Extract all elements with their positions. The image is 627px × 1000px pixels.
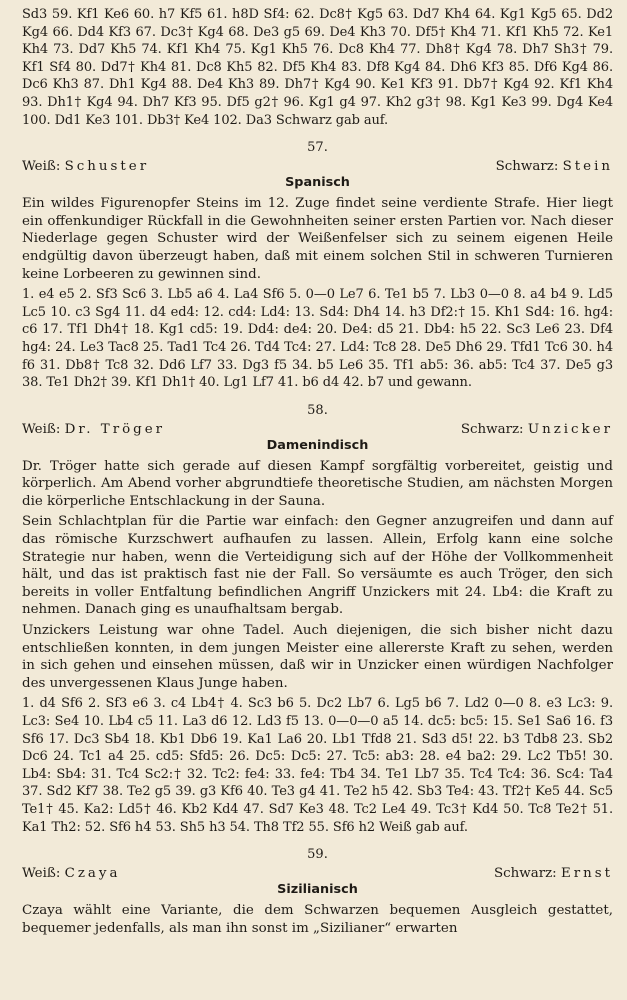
opening-title: Spanisch <box>285 175 350 191</box>
game-number: 57. <box>307 140 328 156</box>
game-comment: Ein wildes Figurenopfer Steins im 12. Zuge findet seine verdiente Strafe. Hier liegt ein offenkundiger Rückfall in die Gewohnheiten seiner ersten Partien vor. Nach dieser Niederlage gegen Schuster wird der Weißenfelser sich zu seinem eigenen Heile endgültig davon überzeugt haben, daß mit einem solchen Stil in schweren Turnieren keine Lorbeeren zu gewinnen sind. <box>22 196 613 282</box>
game-58 <box>22 402 613 836</box>
game-comment: Czaya wählt eine Variante, die dem Schwarzen bequemen Ausgleich gestattet, bequemer jedenfalls, als man ihn sonst im „Sizilianer“ erwarten <box>22 903 613 936</box>
black-prefix: Schwarz: <box>493 866 557 882</box>
white-name: Czaya <box>64 866 121 882</box>
game-57 <box>22 139 613 392</box>
black-prefix: Schwarz: <box>495 159 559 175</box>
players-line <box>22 158 613 175</box>
black-player <box>496 158 613 175</box>
white-player <box>22 158 149 175</box>
black-player <box>494 865 613 882</box>
white-prefix: Weiß: <box>22 159 61 175</box>
opening-title: Sizilianisch <box>277 882 358 898</box>
game-comment: Dr. Tröger hatte sich gerade auf diesen Kampf sorgfältig vorbereitet, geistig und körperlich. Am Abend vorher abgrundtiefe theoretische Studien, am nächsten Morgen die körperliche Entschlackung in der Sauna. <box>22 458 613 509</box>
game-56-moves-continuation: Sd3 59. Kf1 Ke6 60. h7 Kf5 61. h8D Sf4: 62. Dc8† Kg5 63. Dd7 Kh4 64. Kg1 Kg5 65. Dd2 Kg4 66. Dd4 Kf3 67. Dc3† Kg4 68. De3 g5 69. De4 Kh3 70. Df5† Kh4 71. Kf1 Kh5 72. Ke1 Kh4 73. Dd7 Kh5 74. Kf1 Kh4 75. Kg1 Kh5 76. Dc8 Kh4 77. Dh8† Kg4 78. Dh7 Sh3† 79. Kf1 Sf4 80. Dd7† Kh4 81. Dc8 Kh5 82. Df5 Kh4 83. Df8 Kg4 84. Dh6 Kf3 85. Df6 Kg4 86. Dc6 Kh3 87. Dh1 Kg4 88. De4 Kh3 89. Dh7† Kg4 90. Ke1 Kf3 91. Db7† Kg4 92. Kf1 Kh4 93. Dh1† Kg4 94. Dh7 Kf3 95. Df5 g2† 96. Kg1 g4 97. Kh2 g3† 98. Kg1 Ke3 99. Dg4 Ke4 100. Dd1 Ke3 101. Db3† Ke4 102. Da3 Schwarz gab auf. <box>22 7 613 128</box>
white-prefix: Weiß: <box>22 866 61 882</box>
players-line <box>22 421 613 438</box>
white-name: Schuster <box>64 159 150 175</box>
players-line <box>22 865 613 882</box>
game-number: 58. <box>307 402 328 418</box>
game-moves: 1. e4 e5 2. Sf3 Sc6 3. Lb5 a6 4. La4 Sf6 5. 0—0 Le7 6. Te1 b5 7. Lb3 0—0 8. a4 b4 9. Ld5 Lc5 10. c3 Sg4 11. d4 ed4: 12. cd4: Ld4: 13. Sd4: Dh4 14. h3 Df2:† 15. Kh1 Sd4: 16. hg4: c6 17. Tf1 Dh4† 18. Kg1 cd5: 19. Dd4: de4: 20. De4: d5 21. Db4: h5 22. Sc3 Le6 23. Df4 hg4: 24. Le3 Tac8 25. Tad1 Tc4 26. Td4 Tc4: 27. Ld4: Tc8 28. De5 Dh6 29. Tfd1 Tc6 30. h4 f6 31. Db8† Tc8 32. Dd6 Lf7 33. Dg3 f5 34. b5 Le6 35. Tf1 ab5: 36. ab5: Tc4 37. De5 g3 38. Te1 Dh2† 39. Kf1 Dh1† 40. Lg1 Lf7 41. b6 d4 42. b7 und gewann. <box>22 287 613 391</box>
game-59 <box>22 846 613 937</box>
white-name: Dr. Tröger <box>64 421 166 437</box>
opening-title: Damenindisch <box>266 437 369 453</box>
black-name: Unzicker <box>527 421 613 437</box>
game-comment: Sein Schlachtplan für die Partie war einfach: den Gegner anzugreifen und dann auf das römische Kurzschwert aufhaufen zu lassen. Allein, Erfolg kann eine solche Strategie nur haben, wenn die Verteidigung sich auf der Höhe der Vollkommenheit hält, und das ist praktisch fast nie der Fall. So versäumte es auch Tröger, den sich bereits in voller Entfaltung befindlichen Angriff Unzickers mit 24. Lb4: die Kraft zu nehmen. Danach ging es unaufhaltsam bergab. <box>22 514 613 618</box>
white-player <box>22 421 165 438</box>
white-prefix: Weiß: <box>22 421 61 437</box>
game-moves: 1. d4 Sf6 2. Sf3 e6 3. c4 Lb4† 4. Sc3 b6 5. Dc2 Lb7 6. Lg5 b6 7. Ld2 0—0 8. e3 Lc3: 9. Lc3: Se4 10. Lb4 c5 11. La3 d6 12. Ld3 f5 13. 0—0—0 a5 14. dc5: bc5: 15. Se1 Sa6 16. f3 Sf6 17. Dc3 Sb4 18. Kb1 Db6 19. Ka1 La6 20. Lb1 Tfd8 21. Sd3 d5! 22. b3 Tdb8 23. Sb2 Dc6 24. Tc1 a4 25. cd5: Sfd5: 26. Dc5: Dc5: 27. Tc5: ab3: 28. e4 ba2: 29. Lc2 Tb5! 30. Lb4: Sb4: 31. Tc4 Sc2:† 32. Tc2: fe4: 33. fe4: Tb4 34. Te1 Lb7 35. Tc4 Tc4: 36. Sc4: Ta4 37. Sd2 Kf7 38. Te2 g5 39. g3 Kf6 40. Te3 g4 41. Te2 h5 42. Sb3 Te4: 43. Tf2† Ke5 44. Sc5 Te1† 45. Ka2: Ld5† 46. Kb2 Kd4 47. Sd7 Ke3 48. Tc2 Le4 49. Tc3† Kd4 50. Tc8 Te2† 51. Ka1 Th2: 52. Sf6 h4 53. Sh5 h3 54. Th8 Tf2 55. Sf6 h2 Weiß gab auf. <box>22 696 613 835</box>
white-player <box>22 865 120 882</box>
black-name: Stein <box>562 159 613 175</box>
black-name: Ernst <box>560 866 613 882</box>
black-player <box>461 421 613 438</box>
game-number: 59. <box>307 847 328 863</box>
black-prefix: Schwarz: <box>460 421 524 437</box>
game-comment: Unzickers Leistung war ohne Tadel. Auch diejenigen, die sich bisher nicht dazu entschließen konnten, in dem jungen Meister eine allererste Kraft zu sehen, werden in sich gehen und einsehen müssen, daß wir in Unzicker einen würdigen Nachfolger des unvergessenen Klaus Junge haben. <box>22 623 613 691</box>
